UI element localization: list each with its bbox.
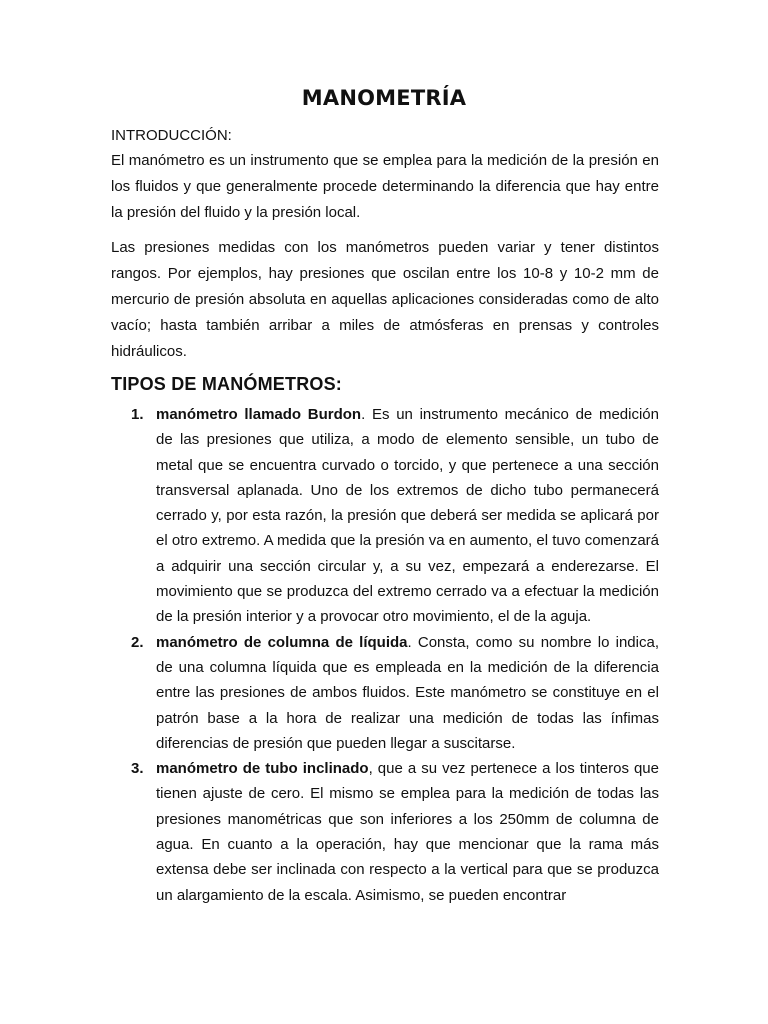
list-item [131,756,659,908]
list-number: 2. [131,633,144,651]
list-item-text: , que a su vez pertenece a los tinteros que tienen ajuste de cero. El mismo se emplea para la medición de todas las presiones manométricas que son inferiores a los 250mm de columna de agua. En cuanto a la operación, hay que mencionar que la rama más extensa debe ser inclinada con respecto a la vertical para que se produzca un alargamiento de la escala. Asimismo, se pueden encontrar [156,760,659,904]
list-item-term: manómetro de tubo inclinado [156,760,369,778]
list-item-term: manómetro llamado Burdon [156,406,362,423]
list-item [131,630,659,756]
intro-heading: INTRODUCCIÓN: [111,127,232,144]
list-item-text: . Consta, como su nombre lo indica, de una columna líquida que es empleada en la medición de la diferencia entre las presiones de ambos fluidos. Este manómetro se constituye en el patrón base a la hora de realizar una medición de todas las ínfimas diferencias de presión que pueden llegar a suscitarse. [156,633,659,752]
list-number: 1. [131,406,144,423]
list-item-term: manómetro de columna de líquida [156,633,408,651]
list-item-text: . Es un instrumento mecánico de medición de las presiones que utiliza, a modo de elemento sensible, un tubo de metal que se encuentra curvado o torcido, y que pertenece a una sección transversal aplanada. Uno de los extremos de dicho tubo permanecerá cerrado y, por esta razón, la presión que deberá ser medida se aplicará por el otro extremo. A medida que la presión va en aumento, el tuvo comenzará a adquirir una sección circular y, a su vez, empezará a enderezarse. El movimiento que se produzca del extremo cerrado va a efectuar la medición de la presión interior y a provocar otro movimiento, el de la aguja. [156,406,659,626]
document-title: MANOMETRÍA [301,86,467,110]
list-number: 3. [131,760,144,778]
manometer-types-list [131,402,659,908]
intro-paragraph-1: El manómetro es un instrumento que se emplea para la medición de la presión en los fluidos y que generalmente procede determinando la diferencia que hay entre la presión del fluido y la presión local. [111,152,659,221]
types-heading: TIPOS DE MANÓMETROS: [111,374,343,394]
intro-paragraph-2: Las presiones medidas con los manómetros pueden variar y tener distintos rangos. Por ejemplos, hay presiones que oscilan entre los 10-8 y 10-2 mm de mercurio de presión absoluta en aquellas aplicaciones consideradas como de alto vacío; hasta también arribar a miles de atmósferas en prensas y controles hidráulicos. [111,239,659,360]
list-item [131,402,659,630]
